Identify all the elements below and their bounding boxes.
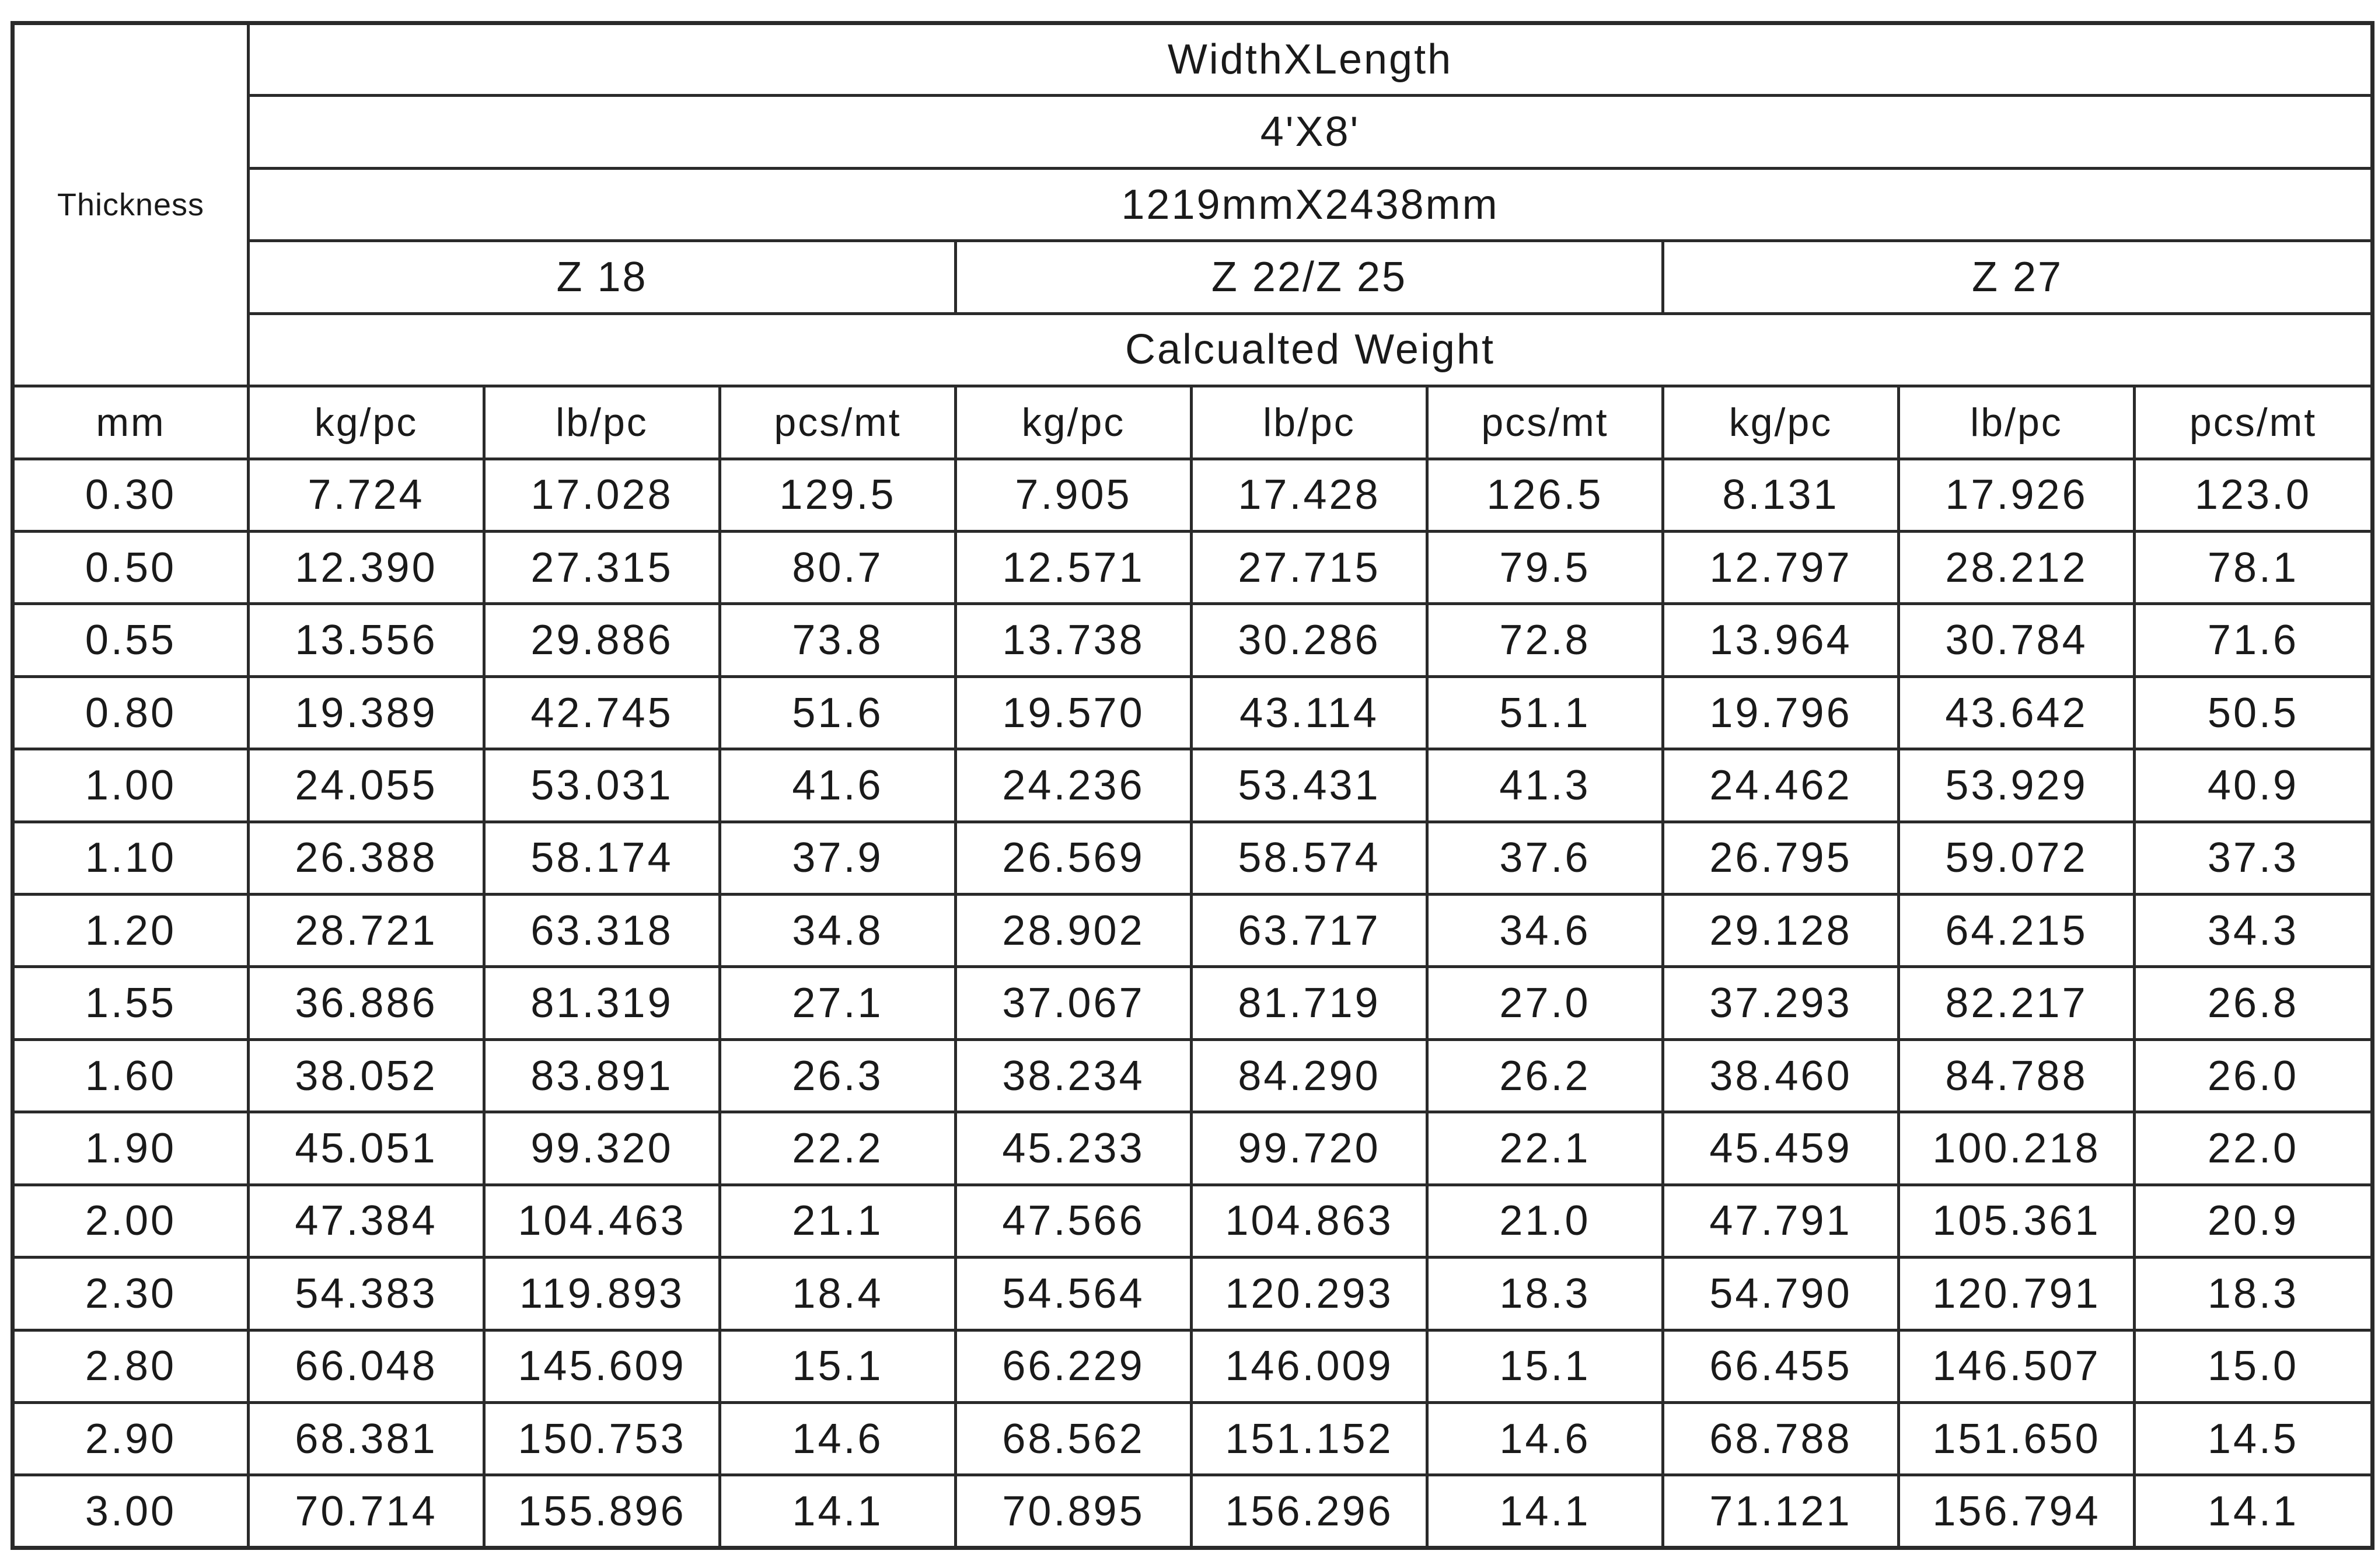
table-row bbox=[13, 1112, 2373, 1185]
value-cell: 81.319 bbox=[484, 967, 720, 1039]
value-cell: 38.052 bbox=[249, 1039, 484, 1112]
value-cell: 71.121 bbox=[1663, 1475, 1899, 1548]
unit-row bbox=[13, 386, 2373, 459]
value-cell: 13.964 bbox=[1663, 604, 1899, 676]
value-cell: 29.128 bbox=[1663, 895, 1899, 967]
value-cell: 18.3 bbox=[2135, 1258, 2373, 1330]
value-cell: 34.3 bbox=[2135, 895, 2373, 967]
value-cell: 70.895 bbox=[956, 1475, 1192, 1548]
value-cell: 27.1 bbox=[720, 967, 956, 1039]
value-cell: 126.5 bbox=[1427, 459, 1663, 531]
table-row bbox=[13, 459, 2373, 531]
value-cell: 17.028 bbox=[484, 459, 720, 531]
value-cell: 28.902 bbox=[956, 895, 1192, 967]
value-cell: 79.5 bbox=[1427, 531, 1663, 603]
table-row bbox=[13, 604, 2373, 676]
value-cell: 30.784 bbox=[1899, 604, 2135, 676]
value-cell: 36.886 bbox=[249, 967, 484, 1039]
thickness-cell: 0.30 bbox=[13, 459, 249, 531]
value-cell: 129.5 bbox=[720, 459, 956, 531]
table-row bbox=[13, 1185, 2373, 1257]
thickness-cell: 0.55 bbox=[13, 604, 249, 676]
value-cell: 34.6 bbox=[1427, 895, 1663, 967]
weight-header: Calcualted Weight bbox=[249, 313, 2373, 386]
value-cell: 14.6 bbox=[720, 1403, 956, 1475]
value-cell: 27.715 bbox=[1192, 531, 1427, 603]
value-cell: 66.229 bbox=[956, 1330, 1192, 1402]
value-cell: 37.067 bbox=[956, 967, 1192, 1039]
value-cell: 40.9 bbox=[2135, 749, 2373, 822]
value-cell: 24.462 bbox=[1663, 749, 1899, 822]
header-row-grades bbox=[13, 241, 2373, 313]
thickness-cell: 3.00 bbox=[13, 1475, 249, 1548]
thickness-cell: 1.10 bbox=[13, 822, 249, 894]
header-row-weight bbox=[13, 313, 2373, 386]
thickness-cell: 2.00 bbox=[13, 1185, 249, 1257]
value-cell: 14.6 bbox=[1427, 1403, 1663, 1475]
value-cell: 28.212 bbox=[1899, 531, 2135, 603]
value-cell: 58.574 bbox=[1192, 822, 1427, 894]
value-cell: 34.8 bbox=[720, 895, 956, 967]
value-cell: 155.896 bbox=[484, 1475, 720, 1548]
value-cell: 38.234 bbox=[956, 1039, 1192, 1112]
value-cell: 151.152 bbox=[1192, 1403, 1427, 1475]
thickness-header: Thickness bbox=[13, 23, 249, 386]
value-cell: 100.218 bbox=[1899, 1112, 2135, 1185]
value-cell: 84.290 bbox=[1192, 1039, 1427, 1112]
value-cell: 54.790 bbox=[1663, 1258, 1899, 1330]
value-cell: 19.389 bbox=[249, 676, 484, 749]
value-cell: 68.562 bbox=[956, 1403, 1192, 1475]
unit-cell: lb/pc bbox=[1899, 386, 2135, 459]
value-cell: 26.3 bbox=[720, 1039, 956, 1112]
value-cell: 81.719 bbox=[1192, 967, 1427, 1039]
grade-header-z27: Z 27 bbox=[1663, 241, 2373, 313]
value-cell: 71.6 bbox=[2135, 604, 2373, 676]
value-cell: 27.315 bbox=[484, 531, 720, 603]
thickness-cell: 1.00 bbox=[13, 749, 249, 822]
value-cell: 45.051 bbox=[249, 1112, 484, 1185]
value-cell: 119.893 bbox=[484, 1258, 720, 1330]
value-cell: 29.886 bbox=[484, 604, 720, 676]
value-cell: 43.642 bbox=[1899, 676, 2135, 749]
value-cell: 151.650 bbox=[1899, 1403, 2135, 1475]
unit-cell: kg/pc bbox=[956, 386, 1192, 459]
value-cell: 13.556 bbox=[249, 604, 484, 676]
value-cell: 7.905 bbox=[956, 459, 1192, 531]
value-cell: 28.721 bbox=[249, 895, 484, 967]
value-cell: 37.6 bbox=[1427, 822, 1663, 894]
table-row bbox=[13, 676, 2373, 749]
value-cell: 8.131 bbox=[1663, 459, 1899, 531]
unit-cell: pcs/mt bbox=[1427, 386, 1663, 459]
value-cell: 84.788 bbox=[1899, 1039, 2135, 1112]
value-cell: 156.794 bbox=[1899, 1475, 2135, 1548]
value-cell: 54.383 bbox=[249, 1258, 484, 1330]
value-cell: 14.1 bbox=[1427, 1475, 1663, 1548]
table-row bbox=[13, 895, 2373, 967]
unit-cell: kg/pc bbox=[249, 386, 484, 459]
value-cell: 14.1 bbox=[720, 1475, 956, 1548]
value-cell: 47.566 bbox=[956, 1185, 1192, 1257]
thickness-cell: 1.20 bbox=[13, 895, 249, 967]
unit-cell: lb/pc bbox=[1192, 386, 1427, 459]
table-row bbox=[13, 1258, 2373, 1330]
value-cell: 19.570 bbox=[956, 676, 1192, 749]
table-row bbox=[13, 1330, 2373, 1402]
unit-cell: kg/pc bbox=[1663, 386, 1899, 459]
value-cell: 24.055 bbox=[249, 749, 484, 822]
unit-cell: pcs/mt bbox=[2135, 386, 2373, 459]
value-cell: 20.9 bbox=[2135, 1185, 2373, 1257]
value-cell: 42.745 bbox=[484, 676, 720, 749]
value-cell: 66.048 bbox=[249, 1330, 484, 1402]
header-row-metric bbox=[13, 168, 2373, 240]
value-cell: 59.072 bbox=[1899, 822, 2135, 894]
value-cell: 41.3 bbox=[1427, 749, 1663, 822]
value-cell: 43.114 bbox=[1192, 676, 1427, 749]
value-cell: 12.390 bbox=[249, 531, 484, 603]
value-cell: 73.8 bbox=[720, 604, 956, 676]
value-cell: 66.455 bbox=[1663, 1330, 1899, 1402]
value-cell: 150.753 bbox=[484, 1403, 720, 1475]
table-row bbox=[13, 749, 2373, 822]
value-cell: 99.720 bbox=[1192, 1112, 1427, 1185]
size-metric: 1219mmX2438mm bbox=[249, 168, 2373, 240]
value-cell: 19.796 bbox=[1663, 676, 1899, 749]
value-cell: 146.009 bbox=[1192, 1330, 1427, 1402]
value-cell: 120.791 bbox=[1899, 1258, 2135, 1330]
value-cell: 26.8 bbox=[2135, 967, 2373, 1039]
value-cell: 27.0 bbox=[1427, 967, 1663, 1039]
value-cell: 53.031 bbox=[484, 749, 720, 822]
value-cell: 37.293 bbox=[1663, 967, 1899, 1039]
thickness-cell: 2.90 bbox=[13, 1403, 249, 1475]
table-row bbox=[13, 1039, 2373, 1112]
value-cell: 68.788 bbox=[1663, 1403, 1899, 1475]
header-row-imperial bbox=[13, 96, 2373, 168]
thickness-cell: 2.30 bbox=[13, 1258, 249, 1330]
value-cell: 45.233 bbox=[956, 1112, 1192, 1185]
value-cell: 63.717 bbox=[1192, 895, 1427, 967]
value-cell: 145.609 bbox=[484, 1330, 720, 1402]
thickness-cell: 1.90 bbox=[13, 1112, 249, 1185]
thickness-cell: 2.80 bbox=[13, 1330, 249, 1402]
thickness-cell: 1.60 bbox=[13, 1039, 249, 1112]
value-cell: 58.174 bbox=[484, 822, 720, 894]
weight-table bbox=[11, 21, 2374, 1550]
value-cell: 146.507 bbox=[1899, 1330, 2135, 1402]
value-cell: 51.6 bbox=[720, 676, 956, 749]
value-cell: 18.4 bbox=[720, 1258, 956, 1330]
value-cell: 14.1 bbox=[2135, 1475, 2373, 1548]
value-cell: 105.361 bbox=[1899, 1185, 2135, 1257]
value-cell: 82.217 bbox=[1899, 967, 2135, 1039]
value-cell: 26.0 bbox=[2135, 1039, 2373, 1112]
value-cell: 26.795 bbox=[1663, 822, 1899, 894]
value-cell: 156.296 bbox=[1192, 1475, 1427, 1548]
value-cell: 99.320 bbox=[484, 1112, 720, 1185]
size-header: WidthXLength bbox=[249, 23, 2373, 96]
value-cell: 22.2 bbox=[720, 1112, 956, 1185]
thickness-cell: 0.80 bbox=[13, 676, 249, 749]
table-body bbox=[13, 23, 2373, 1548]
value-cell: 104.463 bbox=[484, 1185, 720, 1257]
value-cell: 54.564 bbox=[956, 1258, 1192, 1330]
value-cell: 13.738 bbox=[956, 604, 1192, 676]
value-cell: 26.388 bbox=[249, 822, 484, 894]
thickness-cell: 1.55 bbox=[13, 967, 249, 1039]
grade-header-z22-z25: Z 22/Z 25 bbox=[956, 241, 1663, 313]
value-cell: 51.1 bbox=[1427, 676, 1663, 749]
value-cell: 120.293 bbox=[1192, 1258, 1427, 1330]
value-cell: 70.714 bbox=[249, 1475, 484, 1548]
value-cell: 17.428 bbox=[1192, 459, 1427, 531]
thickness-cell: 0.50 bbox=[13, 531, 249, 603]
value-cell: 63.318 bbox=[484, 895, 720, 967]
value-cell: 15.1 bbox=[720, 1330, 956, 1402]
value-cell: 83.891 bbox=[484, 1039, 720, 1112]
value-cell: 45.459 bbox=[1663, 1112, 1899, 1185]
value-cell: 17.926 bbox=[1899, 459, 2135, 531]
value-cell: 80.7 bbox=[720, 531, 956, 603]
value-cell: 26.2 bbox=[1427, 1039, 1663, 1112]
grade-header-z18: Z 18 bbox=[249, 241, 956, 313]
header-row-size bbox=[13, 23, 2373, 96]
value-cell: 21.1 bbox=[720, 1185, 956, 1257]
value-cell: 72.8 bbox=[1427, 604, 1663, 676]
value-cell: 104.863 bbox=[1192, 1185, 1427, 1257]
value-cell: 41.6 bbox=[720, 749, 956, 822]
value-cell: 26.569 bbox=[956, 822, 1192, 894]
value-cell: 12.797 bbox=[1663, 531, 1899, 603]
value-cell: 15.1 bbox=[1427, 1330, 1663, 1402]
value-cell: 7.724 bbox=[249, 459, 484, 531]
size-imperial: 4'X8' bbox=[249, 96, 2373, 168]
value-cell: 50.5 bbox=[2135, 676, 2373, 749]
value-cell: 22.1 bbox=[1427, 1112, 1663, 1185]
value-cell: 123.0 bbox=[2135, 459, 2373, 531]
value-cell: 53.431 bbox=[1192, 749, 1427, 822]
table-row bbox=[13, 1475, 2373, 1548]
value-cell: 37.9 bbox=[720, 822, 956, 894]
value-cell: 30.286 bbox=[1192, 604, 1427, 676]
value-cell: 64.215 bbox=[1899, 895, 2135, 967]
table-row bbox=[13, 531, 2373, 603]
unit-cell: mm bbox=[13, 386, 249, 459]
value-cell: 21.0 bbox=[1427, 1185, 1663, 1257]
value-cell: 18.3 bbox=[1427, 1258, 1663, 1330]
table-row bbox=[13, 1403, 2373, 1475]
unit-cell: pcs/mt bbox=[720, 386, 956, 459]
value-cell: 14.5 bbox=[2135, 1403, 2373, 1475]
value-cell: 68.381 bbox=[249, 1403, 484, 1475]
value-cell: 47.791 bbox=[1663, 1185, 1899, 1257]
table-row bbox=[13, 967, 2373, 1039]
unit-cell: lb/pc bbox=[484, 386, 720, 459]
value-cell: 47.384 bbox=[249, 1185, 484, 1257]
value-cell: 22.0 bbox=[2135, 1112, 2373, 1185]
value-cell: 53.929 bbox=[1899, 749, 2135, 822]
table-row bbox=[13, 822, 2373, 894]
value-cell: 37.3 bbox=[2135, 822, 2373, 894]
value-cell: 12.571 bbox=[956, 531, 1192, 603]
value-cell: 78.1 bbox=[2135, 531, 2373, 603]
value-cell: 38.460 bbox=[1663, 1039, 1899, 1112]
value-cell: 24.236 bbox=[956, 749, 1192, 822]
value-cell: 15.0 bbox=[2135, 1330, 2373, 1402]
